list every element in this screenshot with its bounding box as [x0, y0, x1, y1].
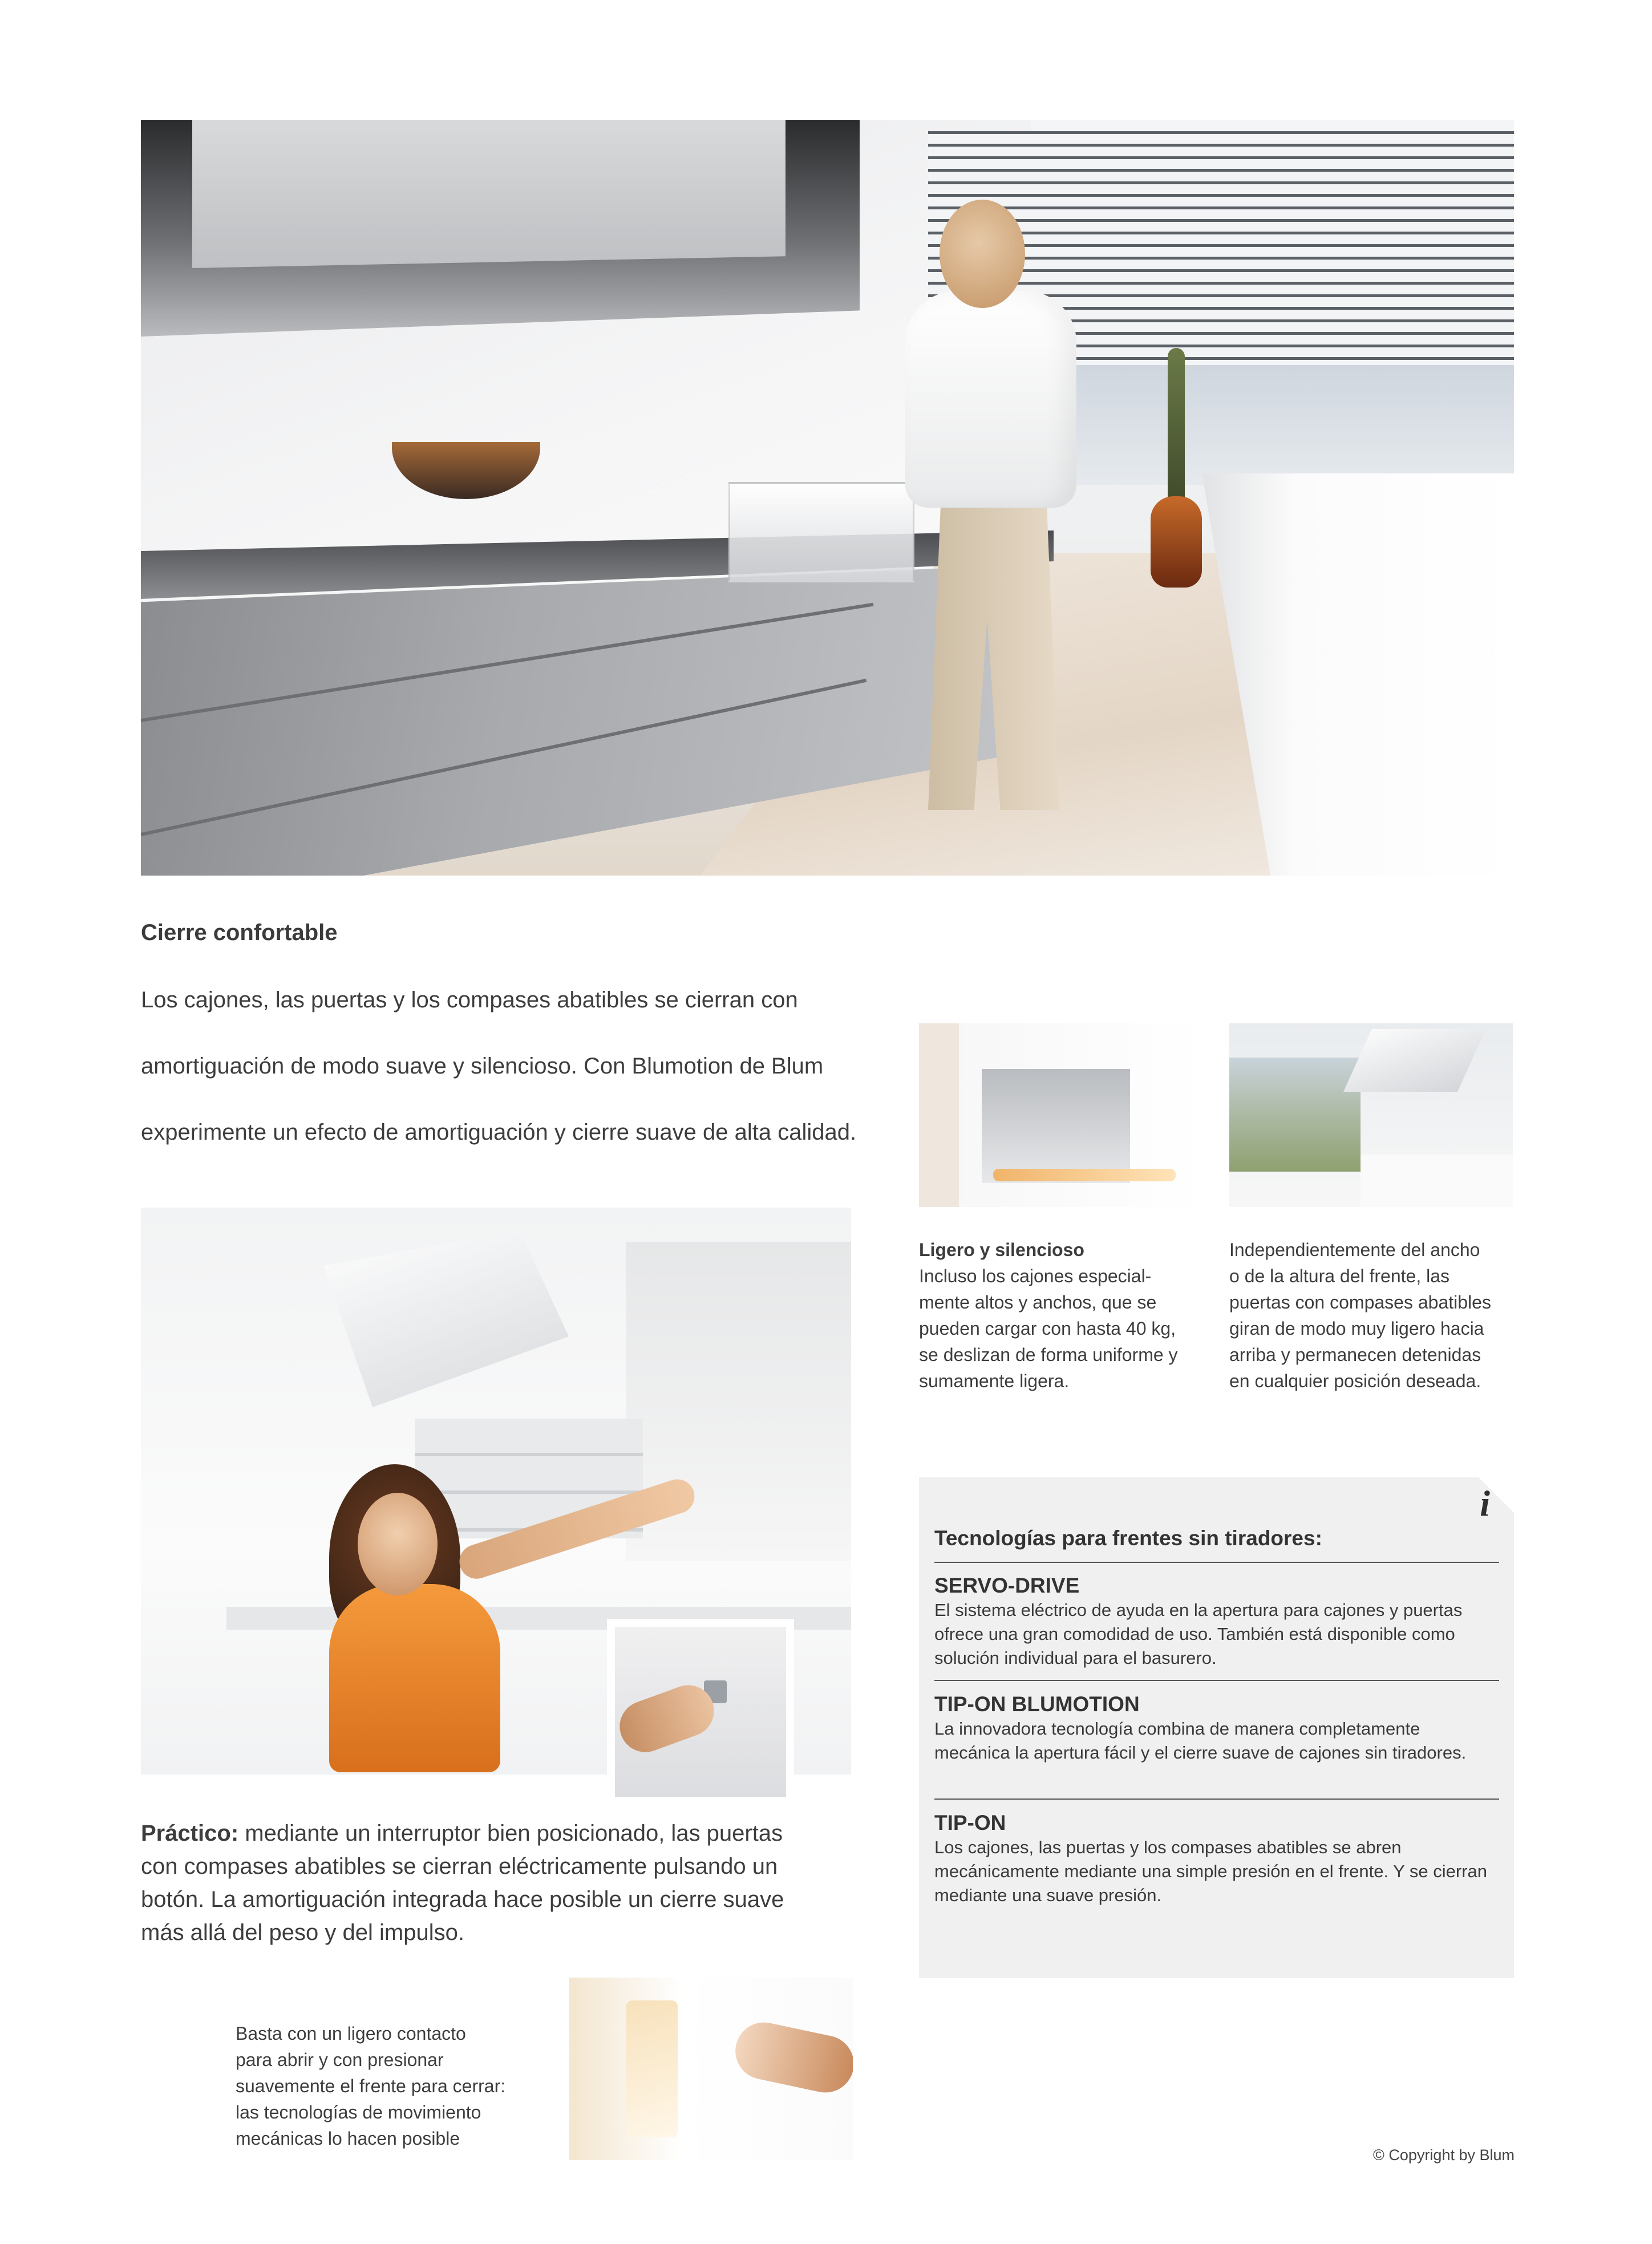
intro-line: experimente un efecto de amortiguación y cierre suave de alta calidad.	[141, 1120, 857, 1145]
info-icon: i	[1480, 1483, 1490, 1524]
info-section-tip-on-blumotion	[934, 1692, 1499, 1765]
info-box-title: Tecnologías para frentes sin tiradores:	[934, 1526, 1322, 1550]
intro-line: amortiguación de modo suave y silencioso. Con Blumotion de Blum	[141, 1054, 824, 1079]
hand-touch-photo	[569, 1978, 853, 2160]
practical-first-line: mediante un interruptor bien posicionado, las puertas	[238, 1821, 783, 1846]
hero-kitchen-photo	[141, 120, 1514, 876]
section-title: TIP-ON	[934, 1811, 1006, 1834]
copyright-notice: © Copyright by Blum	[1373, 2146, 1515, 2164]
section-body: La innovadora tecnología combina de manera completamente mecánica la apertura fácil y el cierre suave de cajones sin tiradores.	[934, 1719, 1467, 1763]
info-section-servo-drive	[934, 1573, 1499, 1670]
section-body: Los cajones, las puertas y los compases abatibles se abren mecánicamente mediante una simple presión en el frente. Y se cierran mediante una suave presión.	[934, 1837, 1488, 1905]
caption-heading: Ligero y silencioso	[919, 1240, 1084, 1260]
section-body: El sistema eléctrico de ayuda en la apertura para cajones y puertas ofrece una gran comodidad de uso. También está disponible como solución individual para el basurero.	[934, 1600, 1463, 1668]
intro-paragraph	[141, 950, 856, 1182]
touch-caption: Basta con un ligero contacto para abrir y con presionar suavemente el frente para cerrar: las tecnologías de movimiento mecánicas lo hacen posible	[236, 2023, 506, 2149]
practical-lines: con compases abatibles se cierran eléctricamente pulsando un botón. La amortiguación integrada hace posible un cierre suave más allá del peso y del impulso.	[141, 1854, 784, 1945]
divider	[934, 1562, 1499, 1563]
section-title: SERVO-DRIVE	[934, 1574, 1080, 1597]
drawer-thumbnail-photo	[919, 1023, 1202, 1207]
section-title: TIP-ON BLUMOTION	[934, 1692, 1140, 1716]
caption-body: Incluso los cajones especial- mente altos y anchos, que se pueden cargar con hasta 40 kg, se deslizan de forma uniforme y sumamente ligera.	[919, 1266, 1178, 1391]
divider	[934, 1680, 1499, 1681]
practical-lead-word: Práctico:	[141, 1821, 239, 1846]
switch-closeup-inset-photo	[607, 1619, 794, 1805]
intro-line: Los cajones, las puertas y los compases abatibles se cierran con	[141, 987, 798, 1012]
info-section-tip-on	[934, 1810, 1499, 1907]
practical-paragraph	[141, 1817, 882, 1949]
divider	[934, 1799, 1499, 1800]
info-box	[919, 1477, 1514, 1978]
caption-light-silent	[919, 1237, 1204, 1394]
lift-flap-thumbnail-photo	[1229, 1023, 1513, 1207]
intro-heading: Cierre confortable	[141, 920, 338, 945]
caption-lift-flap: Independientemente del ancho o de la altura del frente, las puertas con compases abatibles giran de modo muy ligero hacia arriba y permanecen detenidas en cualquier posición deseada.	[1229, 1240, 1491, 1391]
